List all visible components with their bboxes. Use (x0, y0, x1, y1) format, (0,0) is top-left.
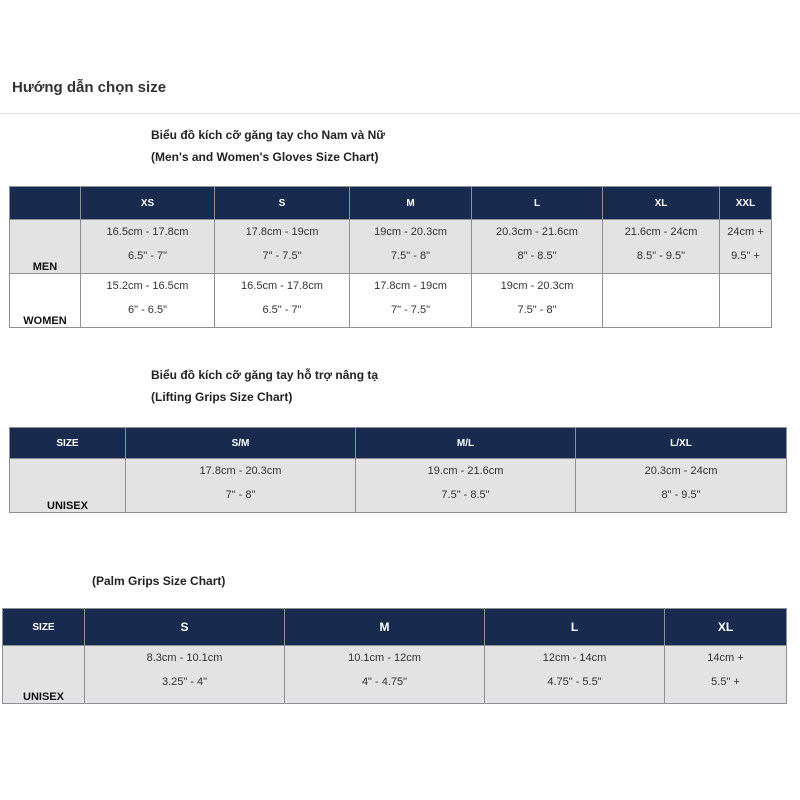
inch-range: 7.5" - 8" (391, 250, 430, 262)
lifting-header-sm: S/M (126, 428, 356, 459)
gloves-header-xxl: XXL (720, 187, 772, 220)
cm-range: 14cm + (707, 652, 744, 664)
row-label-women: WOMEN (10, 274, 81, 328)
inch-range: 7" - 7.5" (262, 250, 302, 262)
gloves-header-l: L (472, 187, 603, 220)
lifting-header-size: SIZE (10, 428, 126, 459)
palm-header-m: M (285, 609, 485, 646)
inch-range: 8" - 9.5" (661, 489, 701, 501)
cell-men-xl (603, 220, 720, 274)
cell-unisex-l (485, 646, 665, 704)
inch-range: 6.5" - 7" (128, 250, 167, 262)
gloves-header-xl: XL (603, 187, 720, 220)
row-label-unisex: UNISEX (10, 459, 126, 513)
cell-women-xxl-empty (720, 274, 772, 328)
palm-header-l: L (485, 609, 665, 646)
palm-row-unisex (3, 646, 787, 704)
gloves-title-vi: Biểu đồ kích cỡ găng tay cho Nam và Nữ (151, 128, 385, 142)
palm-header-xl: XL (665, 609, 787, 646)
cell-unisex-s (85, 646, 285, 704)
cm-range: 17.8cm - 20.3cm (199, 465, 282, 477)
cm-range: 19cm - 20.3cm (374, 226, 447, 238)
cell-unisex-m (285, 646, 485, 704)
palm-size-table (2, 608, 787, 704)
gloves-row-women (10, 274, 772, 328)
cm-range: 8.3cm - 10.1cm (146, 652, 223, 664)
gloves-chart-title (151, 124, 385, 168)
inch-range: 4.75" - 5.5" (547, 676, 602, 688)
inch-range: 6.5" - 7" (262, 304, 302, 316)
gloves-header-corner (10, 187, 81, 220)
gloves-row-men (10, 220, 772, 274)
inch-range: 9.5" + (731, 250, 760, 262)
gloves-header-row (10, 187, 772, 220)
cm-range: 20.3cm - 24cm (644, 465, 718, 477)
cell-men-m (350, 220, 472, 274)
lifting-header-row (10, 428, 787, 459)
cm-range: 19.cm - 21.6cm (427, 465, 504, 477)
inch-range: 8" - 8.5" (517, 250, 557, 262)
cell-women-xl-empty (603, 274, 720, 328)
cm-range: 17.8cm - 19cm (374, 280, 447, 292)
cm-range: 17.8cm - 19cm (245, 226, 319, 238)
inch-range: 7" - 7.5" (391, 304, 430, 316)
cell-women-m (350, 274, 472, 328)
palm-title-en: (Palm Grips Size Chart) (92, 574, 226, 588)
cell-unisex-xl (665, 646, 787, 704)
cell-women-s (215, 274, 350, 328)
cell-men-l (472, 220, 603, 274)
cell-men-xxl (720, 220, 772, 274)
cell-men-s (215, 220, 350, 274)
cm-range: 24cm + (727, 226, 764, 238)
cm-range: 12cm - 14cm (542, 652, 607, 664)
palm-header-s: S (85, 609, 285, 646)
cell-unisex-ml (356, 459, 576, 513)
cell-women-xs (81, 274, 215, 328)
cm-range: 15.2cm - 16.5cm (106, 280, 189, 292)
inch-range: 5.5" + (711, 676, 740, 688)
gloves-size-table (9, 186, 772, 328)
cell-unisex-sm (126, 459, 356, 513)
gloves-title-en: (Men's and Women's Gloves Size Chart) (151, 150, 379, 164)
lifting-row-unisex (10, 459, 787, 513)
cm-range: 19cm - 20.3cm (500, 280, 574, 292)
cell-women-l (472, 274, 603, 328)
inch-range: 6" - 6.5" (128, 304, 167, 316)
palm-header-row (3, 609, 787, 646)
cell-unisex-lxl (576, 459, 787, 513)
cm-range: 16.5cm - 17.8cm (106, 226, 189, 238)
inch-range: 8.5" - 9.5" (636, 250, 686, 262)
lifting-title-en: (Lifting Grips Size Chart) (151, 390, 293, 404)
cm-range: 16.5cm - 17.8cm (241, 280, 323, 292)
inch-range: 7.5" - 8.5" (441, 489, 490, 501)
inch-range: 7" - 8" (225, 489, 256, 501)
palm-chart-title (92, 570, 225, 592)
inch-range: 3.25" - 4" (161, 676, 208, 688)
palm-header-size: SIZE (3, 609, 85, 646)
cell-men-xs (81, 220, 215, 274)
lifting-header-lxl: L/XL (576, 428, 787, 459)
inch-range: 7.5" - 8" (517, 304, 557, 316)
gloves-header-s: S (215, 187, 350, 220)
row-label-men: MEN (10, 220, 81, 274)
row-label-unisex: UNISEX (3, 646, 85, 704)
title-divider (0, 113, 800, 114)
cm-range: 10.1cm - 12cm (348, 652, 421, 664)
gloves-header-xs: XS (81, 187, 215, 220)
cm-range: 21.6cm - 24cm (624, 226, 698, 238)
lifting-header-ml: M/L (356, 428, 576, 459)
cm-range: 20.3cm - 21.6cm (496, 226, 578, 238)
inch-range: 4" - 4.75" (361, 676, 408, 688)
lifting-title-vi: Biểu đồ kích cỡ găng tay hỗ trợ nâng tạ (151, 368, 379, 382)
page-title: Hướng dẫn chọn size (12, 79, 167, 96)
gloves-header-m: M (350, 187, 472, 220)
lifting-size-table (9, 427, 787, 513)
lifting-chart-title (151, 364, 378, 408)
